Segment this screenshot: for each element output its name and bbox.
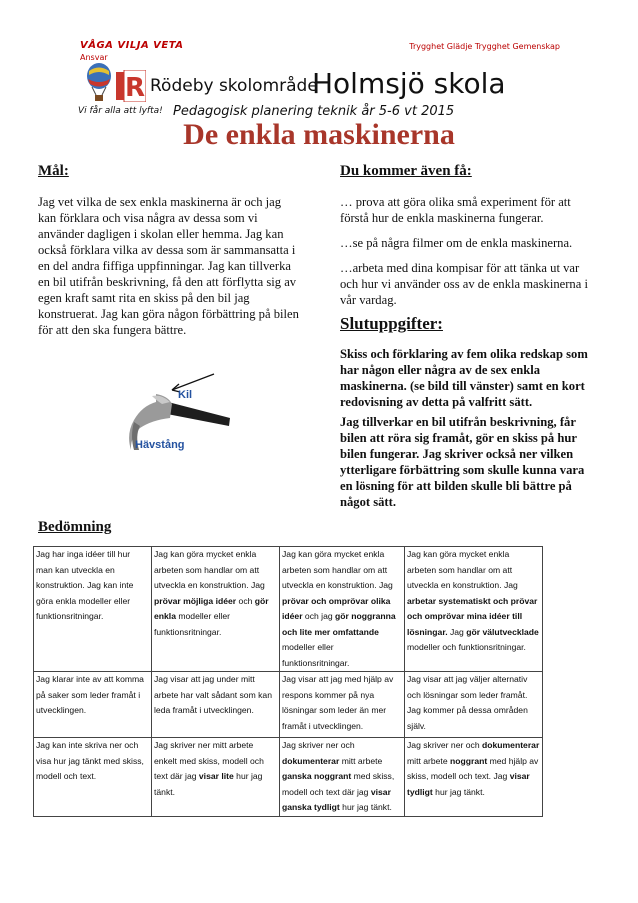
cell-text: och jag	[302, 611, 336, 621]
table-cell	[152, 547, 280, 672]
assessment-matrix	[33, 546, 543, 817]
cell-text: Jag visar att jag med hjälp av respons kommer på nya lösningar som leder än mer framåt i utvecklingen.	[282, 674, 394, 731]
table-cell	[280, 672, 405, 738]
mal-heading: Mål:	[38, 163, 69, 179]
table-cell	[152, 672, 280, 738]
bedomning-heading: Bedömning	[38, 519, 112, 535]
kil-label: Kil	[178, 389, 193, 401]
table-row	[34, 547, 543, 672]
cell-text: med skiss, modell och text där jag	[282, 771, 395, 797]
cell-text-bold: dokumenterar	[482, 740, 540, 750]
svg-text:R: R	[124, 73, 146, 102]
cell-text-bold: gör enkla	[154, 595, 269, 621]
table-cell	[405, 672, 543, 738]
slutuppgifter-heading: Slutuppgifter:	[340, 314, 443, 333]
havstang-label: Hävstång	[135, 439, 185, 451]
table-cell	[34, 738, 152, 817]
mal-text: Jag vet vilka de sex enkla maskinerna är och jag kan förklara och visa några av dessa som vi använder dagligen i skolan eller hemma. Jag kan också förklara vilka av dessa som är sammansatta i en del andra fiffiga uppfinningar. Jag kan tillverka en bil utifrån beskrivning, få den att förflytta sig av egen kraft samt rita en skiss på den bil jag konstruerat. Jag kan göra någon förbättring på bilen för att den ska fungera bättre.	[38, 195, 299, 337]
cell-text-bold: visar lite	[198, 771, 234, 781]
planning-subtitle: Pedagogisk planering teknik år 5-6 vt 2015	[173, 104, 455, 119]
rodeby-logo-icon	[116, 70, 146, 102]
tagline: Vi får alla att lyfta!	[78, 106, 163, 116]
school-name: Holmsjö skola	[312, 67, 506, 100]
cell-text: modeller eller funktionsritningar.	[282, 642, 350, 668]
cell-text: Jag kan inte skriva ner och visa hur jag tänkt med skiss, modell och text.	[36, 740, 144, 781]
du-kommer-item: …se på några filmer om de enkla maskinerna.	[340, 236, 573, 250]
cell-text: och	[236, 595, 255, 606]
motto-left: VÅGA VILJA VETA	[80, 40, 184, 51]
cell-text-bold: gör välutvecklade	[466, 626, 539, 637]
cell-text: hur jag tänkt.	[339, 802, 392, 812]
cell-text-bold: ganska noggrant	[282, 771, 352, 781]
table-cell	[405, 738, 543, 817]
slutuppgift-item: Skiss och förklaring av fem olika redskap som har någon eller några av de sex enkla maskinerna. (se bild till vänster) samt en kort redovisning av detta på valfritt sätt.	[340, 347, 588, 409]
table-cell	[34, 547, 152, 672]
cell-text-bold: gör noggranna och lite mer omfattande	[282, 611, 396, 637]
cell-text: Jag skriver ner och	[407, 740, 482, 750]
cell-text: hur jag tänkt.	[154, 771, 263, 797]
cell-text: med hjälp av skiss, modell och text. Jag	[407, 755, 539, 781]
hammer-icon	[112, 368, 242, 468]
table-cell	[152, 738, 280, 817]
cell-text: Jag skriver ner och	[282, 740, 355, 750]
cell-text: Jag visar att jag under mitt arbete har valt sådant som kan leda framåt i utvecklingen.	[154, 674, 272, 715]
du-kommer-heading: Du kommer även få:	[340, 163, 472, 179]
cell-text-bold: visar tydligt	[407, 771, 530, 797]
cell-text: Jag skriver ner mitt arbete enkelt med skiss, modell och text där jag	[154, 740, 264, 781]
cell-text-bold: prövar och omprövar olika idéer	[282, 595, 391, 621]
cell-text-bold: visar ganska tydligt	[282, 786, 391, 812]
motto-sub: Ansvar	[80, 53, 108, 62]
table-cell	[405, 547, 543, 672]
table-row	[34, 672, 543, 738]
table-row	[34, 738, 543, 817]
cell-text-bold: noggrant	[450, 755, 488, 766]
cell-text: Jag klarar inte av att komma på saker som leder framåt i utvecklingen.	[36, 674, 144, 715]
cell-text: Jag kan göra mycket enkla arbeten som handlar om att utveckla en konstruktion. Jag	[154, 549, 265, 590]
table-cell	[34, 672, 152, 738]
du-kommer-item: … prova att göra olika små experiment för att förstå hur de enkla maskinerna fungerar.	[340, 195, 571, 225]
cell-text-bold: prövar möjliga idéer	[154, 595, 237, 606]
du-kommer-item: …arbeta med dina kompisar för att tänka ut var och hur vi använder oss av de enkla maskinerna i vår vardag.	[340, 261, 588, 307]
cell-text-bold: arbetar systematiskt och prövar och omprövar mina idéer till lösningar.	[407, 595, 538, 637]
cell-text: Jag	[447, 626, 467, 637]
cell-text: mitt arbete	[339, 755, 383, 766]
cell-text-bold: dokumenterar	[282, 755, 340, 766]
table-cell	[280, 547, 405, 672]
page-title: De enkla maskinerna	[183, 118, 455, 151]
cell-text: mitt arbete	[407, 755, 450, 766]
slutuppgift-item: Jag tillverkar en bil utifrån beskrivning, får bilen att röra sig framåt, gör en skiss på hur bilen fungerar. Jag skriver också ner vilken ytterligare förbättring som skulle kunna vara en lösning för att bilden skulle bli bättre på något sätt.	[340, 415, 585, 509]
cell-text: modeller och funktionsritningar.	[407, 642, 526, 652]
cell-text: Jag kan göra mycket enkla arbeten som handlar om att utveckla en konstruktion. Jag	[282, 549, 393, 590]
motto-right: Trygghet Glädje Trygghet Gemenskap	[409, 42, 560, 51]
cell-text: Jag kan göra mycket enkla arbeten som handlar om att utveckla en konstruktion. Jag	[407, 549, 518, 590]
balloon-logo-icon	[84, 62, 114, 104]
cell-text: hur jag tänkt.	[432, 786, 485, 797]
table-cell	[280, 738, 405, 817]
cell-text: Jag visar att jag väljer alternativ och lösningar som leder framåt. Jag kommer på dessa områden själv.	[407, 674, 528, 731]
cell-text: modeller eller funktionsritningar.	[154, 611, 230, 637]
cell-text: Jag har inga idéer till hur man kan utveckla en konstruktion. Jag kan inte göra enkla modeller eller funktionsritningar.	[36, 549, 134, 621]
school-area: Rödeby skolområde	[150, 76, 318, 96]
